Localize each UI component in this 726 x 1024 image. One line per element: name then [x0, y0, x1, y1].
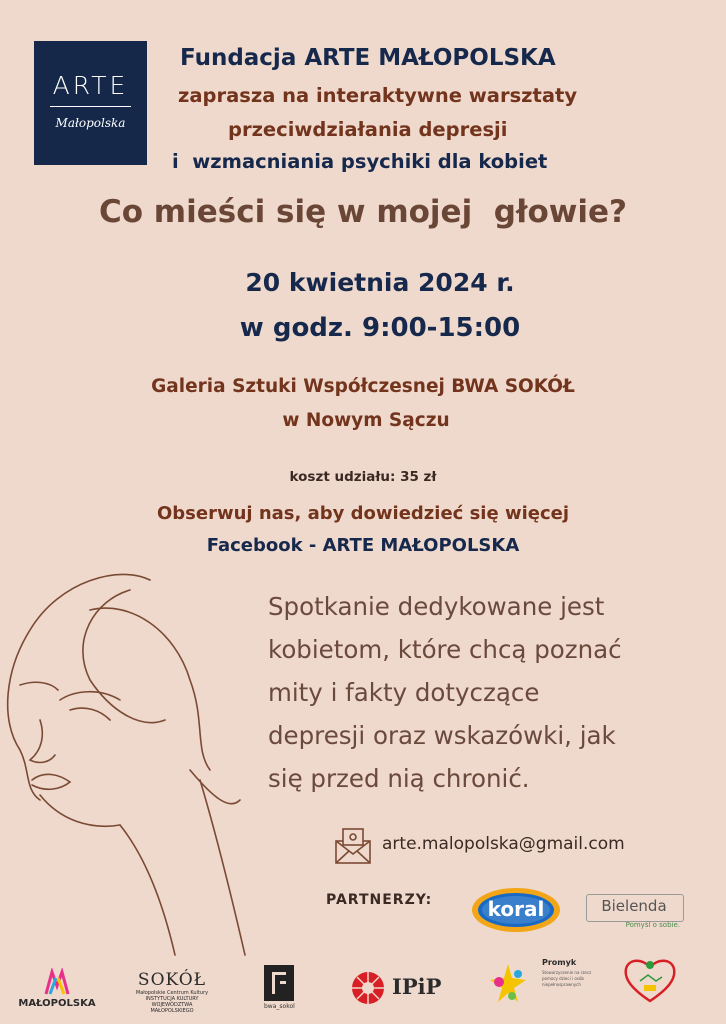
- venue-line-1: Galeria Sztuki Współczesnej BWA SOKÓŁ: [151, 376, 575, 397]
- description: [268, 585, 708, 800]
- header-line-1: zaprasza na interaktywne warsztaty: [178, 84, 578, 107]
- sokol-logo: [130, 970, 214, 1015]
- sokol-sub-3: WOJEWÓDZTWA MAŁOPOLSKIEGO: [150, 1002, 194, 1014]
- promyk-star-icon: [488, 960, 528, 1006]
- bielenda-logo: [584, 890, 684, 934]
- koral-text: koral: [487, 897, 545, 921]
- logo-divider: [50, 106, 131, 107]
- event-time: w godz. 9:00-15:00: [239, 313, 521, 343]
- arte-logo: [34, 41, 147, 165]
- follow-text: Obserwuj nas, aby dowiedzieć się więcej: [156, 503, 570, 524]
- malopolska-text: MAŁOPOLSKA: [18, 998, 96, 1009]
- ipip-text: IPiP: [392, 974, 442, 999]
- header-line-3: i wzmacniania psychiki dla kobiet: [172, 150, 548, 173]
- logo-main: ARTE: [52, 71, 129, 100]
- venue-line-2: w Nowym Sączu: [282, 410, 450, 431]
- face-line-drawing: [0, 570, 270, 960]
- description-line-2: kobietom, które chcą poznać: [268, 635, 622, 664]
- logo-sub: Małopolska: [55, 116, 126, 130]
- malopolska-mark-icon: [12, 968, 102, 996]
- facebook-text: Facebook - ARTE MAŁOPOLSKA: [206, 535, 520, 556]
- contact-email[interactable]: arte.malopolska@gmail.com: [382, 834, 625, 854]
- heart-icon: [622, 955, 678, 1005]
- promyk-logo: [488, 958, 600, 1008]
- foundation-name: Fundacja ARTE MAŁOPOLSKA: [180, 45, 556, 71]
- koral-logo: [470, 886, 562, 934]
- ipip-logo: [350, 970, 460, 1006]
- event-date: 20 kwietnia 2024 r.: [245, 268, 515, 297]
- event-cost: koszt udziału: 35 zł: [289, 469, 437, 485]
- promyk-sub: Stowarzyszenie na rzecz pomocy dzieci i osób niepełnosprawnych: [542, 970, 592, 987]
- description-line-3: mity i fakty dotyczące: [268, 678, 540, 707]
- bielenda-text: Bielenda: [601, 897, 667, 915]
- bielenda-tagline: Pomyśl o sobie.: [625, 921, 680, 929]
- poster-title: Co mieści się w mojej głowie?: [98, 194, 628, 230]
- description-line-1: Spotkanie dedykowane jest: [268, 592, 605, 621]
- description-line-5: się przed nią chronić.: [268, 764, 530, 793]
- heart-logo: [622, 955, 678, 1005]
- sokol-sub-2: INSTYTUCJA KULTURY: [145, 996, 199, 1002]
- partners-label: PARTNERZY:: [326, 892, 433, 908]
- ipip-burst-icon: [350, 970, 386, 1006]
- header-line-2: przeciwdziałania depresji: [228, 118, 508, 141]
- sokol-sub-1: Małopolskie Centrum Kultury: [135, 990, 209, 996]
- sokol-text: SOKÓŁ: [137, 970, 207, 990]
- mail-icon: [334, 827, 372, 865]
- description-line-4: depresji oraz wskazówki, jak: [268, 721, 616, 750]
- promyk-text: Promyk: [542, 958, 577, 967]
- bwa-text: bwa_sokol: [264, 1003, 295, 1010]
- bwa-logo: [264, 965, 298, 1015]
- malopolska-logo: [12, 968, 102, 1013]
